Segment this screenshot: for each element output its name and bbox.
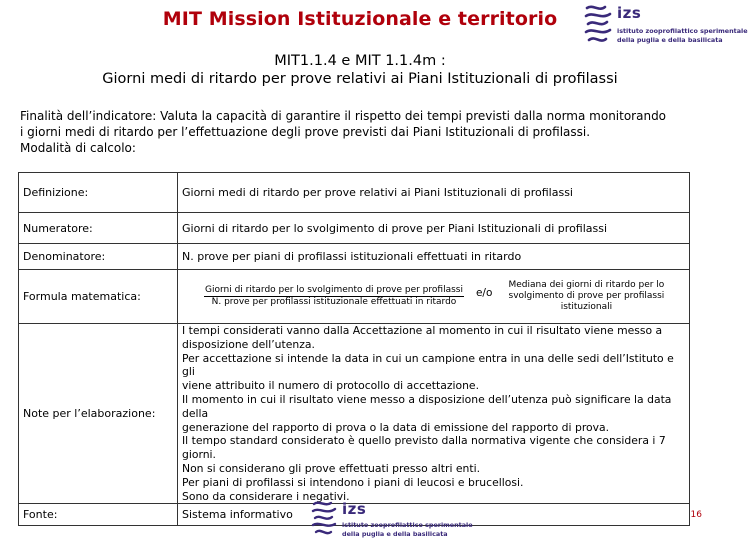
izs-logo-mark-icon: [583, 2, 615, 48]
purpose-line-1: Finalità dell’indicatore: Valuta la capacità di garantire il rispetto dei tempi previsti dalla norma monitorando: [20, 109, 667, 123]
note-line: disposizione dell’utenza.: [182, 337, 315, 351]
note-value: [178, 324, 690, 504]
median-line-1: Mediana dei giorni di ritardo per lo: [508, 280, 665, 290]
formula-connector: e/o: [475, 286, 493, 299]
note-line: Sono da considerare i negativi.: [182, 489, 350, 503]
formula-denominator: N. prove per profilassi istituzionale effettuati in ritardo: [211, 297, 457, 307]
izs-logo-line1: istituto zooprofilattico sperimentale: [617, 27, 748, 35]
subtitle-line-1: MIT1.1.4 e MIT 1.1.4m :: [274, 53, 446, 69]
formula-numerator: Giorni di ritardo per lo svolgimento di prove per profilassi: [205, 285, 463, 295]
note-line: Il tempo standard considerato è quello previsto dalla normativa vigente che considera i 7 giorni.: [182, 434, 666, 462]
numeratore-value: Giorni di ritardo per lo svolgimento di prove per Piani Istituzionali di profilassi: [178, 213, 690, 244]
calculation-method-label: Modalità di calcolo:: [20, 141, 136, 155]
indicator-definition-table: [18, 172, 690, 526]
note-line: I tempi considerati vanno dalla Accettazione al momento in cui il risultato viene messo a: [182, 324, 663, 337]
izs-logo-word: izs: [617, 4, 642, 22]
table-row-numeratore: [19, 213, 690, 244]
page-title: MIT Mission Istituzionale e territorio: [162, 8, 558, 30]
note-line: generazione del rapporto di prova o la data di emissione del rapporto di prova.: [182, 420, 610, 434]
izs-footer-logo-line2: della puglia e della basilicata: [342, 530, 448, 538]
purpose-line-2: i giorni medi di ritardo per l’effettuazione degli prove previsti dai Piani Istituzionali di profilassi.: [20, 125, 591, 139]
formula-label: Formula matematica:: [19, 270, 178, 324]
izs-logo-mark-icon: [310, 498, 340, 540]
formula-expression: [182, 280, 685, 313]
formula-fraction: [204, 285, 464, 308]
izs-logo-footer: [310, 498, 473, 540]
note-line: Non si considerano gli prove effettuati presso altri enti.: [182, 461, 481, 475]
note-label: Note per l’elaborazione:: [19, 324, 178, 504]
fonte-value: Sistema informativo: [178, 504, 690, 526]
table-row-note: [19, 324, 690, 504]
indicator-purpose: [20, 108, 700, 156]
izs-footer-logo-word: izs: [342, 500, 367, 518]
table-row-denominatore: [19, 244, 690, 270]
table-row-definizione: [19, 173, 690, 213]
formula-median: [506, 280, 666, 313]
izs-footer-logo-line1: istituto zooprofilattico sperimentale: [342, 521, 473, 529]
fonte-label: Fonte:: [19, 504, 178, 526]
median-line-2: svolgimento di prove per profilassi: [508, 291, 665, 301]
note-line: Per piani di profilassi si intendono i piani di leucosi e brucellosi.: [182, 475, 524, 489]
page-number: 16: [690, 510, 702, 520]
median-line-3: istituzionali: [560, 302, 613, 312]
formula-value: [178, 270, 690, 324]
note-line: viene attribuito il numero di protocollo di accettazione.: [182, 379, 480, 393]
note-line: Per accettazione si intende la data in cui un campione entra in una delle sedi dell’Istituto e gli: [182, 351, 674, 379]
izs-logo: [583, 2, 748, 48]
numeratore-label: Numeratore:: [19, 213, 178, 244]
definizione-label: Definizione:: [19, 173, 178, 213]
denominatore-label: Denominatore:: [19, 244, 178, 270]
izs-logo-line2: della puglia e della basilicata: [617, 36, 723, 44]
note-line: Il momento in cui il risultato viene messo a disposizione dell’utenza può significare la data della: [182, 392, 672, 420]
subtitle-line-2: Giorni medi di ritardo per prove relativi ai Piani Istituzionali di profilassi: [102, 71, 618, 87]
definizione-value: Giorni medi di ritardo per prove relativi ai Piani Istituzionali di profilassi: [178, 173, 690, 213]
denominatore-value: N. prove per piani di profilassi istituzionali effettuati in ritardo: [178, 244, 690, 270]
table-row-formula: [19, 270, 690, 324]
subtitle: [0, 52, 720, 88]
